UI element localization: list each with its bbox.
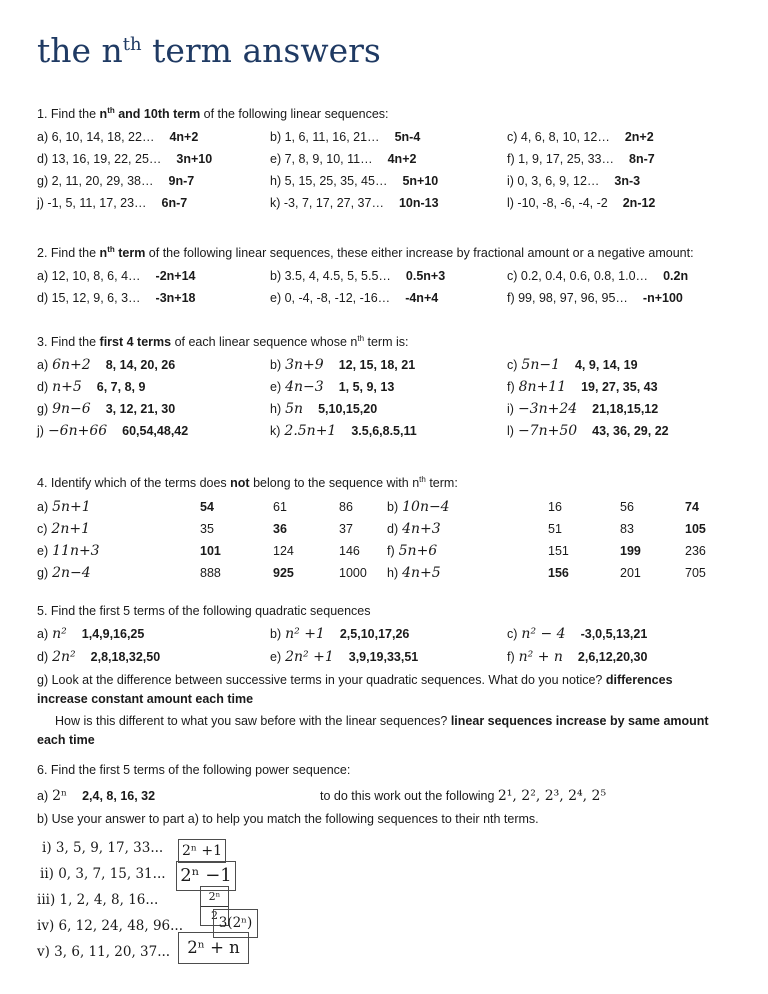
heading-bold: and 10th term [114, 107, 201, 122]
answer-bold: differences [605, 672, 673, 687]
sequence-item [37, 354, 270, 376]
nth-term-box: 2ⁿ +1 [178, 839, 226, 863]
hint-note [320, 784, 606, 808]
sequence-text: e) 0, -4, -8, -12, -16… [270, 291, 391, 306]
sequence-item [387, 540, 548, 562]
sequence-item [270, 126, 507, 148]
sequence-text: l) -10, -8, -6, -4, -2 [507, 196, 608, 211]
item-label: l) [507, 424, 514, 439]
sequence-text: a) 6, 10, 14, 18, 22… [37, 130, 155, 145]
sequence-text: g) 2, 11, 20, 29, 38… [37, 174, 154, 189]
nth-term-box: 2ⁿ −1 [176, 861, 236, 891]
term-value: 56 [620, 499, 634, 514]
term-value: 51 [548, 521, 562, 536]
question-6b [37, 808, 744, 830]
item-label: g) [37, 565, 49, 580]
nth-term-answer: 5n+10 [402, 174, 439, 189]
sequence-item [507, 265, 744, 287]
heading-text: term is: [364, 335, 409, 350]
item-label: c) [507, 358, 518, 373]
heading-text: belong to the sequence with n [249, 476, 420, 491]
terms-answer: 2,5,10,17,26 [339, 626, 410, 641]
question-g [37, 671, 744, 710]
powers-expression: 2¹, 2², 2³, 2⁴, 2⁵ [497, 787, 607, 804]
item-label: e) [270, 380, 282, 395]
nth-expression: 2n+1 [51, 520, 90, 537]
heading-text: 3. Find the [37, 335, 100, 350]
item-label: c) [507, 626, 518, 641]
question-text: g) Look at the difference between successive terms in your quadratic sequences. What do you notice? [37, 672, 606, 687]
sequence-item [270, 420, 507, 442]
term-value: 105 [685, 521, 706, 536]
nth-term-answer: 0.5n+3 [405, 269, 446, 284]
sequence-item [37, 376, 270, 398]
nth-expression: 10n−4 [402, 498, 450, 515]
sequence-item [270, 398, 507, 420]
heading-superscript: th [357, 334, 365, 344]
sequence-item [37, 265, 270, 287]
item-label: i) [507, 402, 514, 417]
nth-term-answer: -3n+18 [155, 291, 196, 306]
heading-bold: n [99, 107, 108, 122]
sequence-item [270, 170, 507, 192]
heading-superscript: th [419, 475, 426, 485]
sequence-text: d) 15, 12, 9, 6, 3… [37, 291, 141, 306]
item-label: f) [507, 649, 515, 664]
term-value: 101 [200, 543, 221, 558]
terms-answer: 2,8,18,32,50 [90, 649, 161, 664]
nth-term-answer: 2n+2 [624, 130, 654, 145]
item-label: a) [37, 499, 49, 514]
nth-term-answer: -n+100 [642, 291, 683, 306]
term-value: 16 [548, 499, 562, 514]
sequence-item [507, 170, 744, 192]
item-label: h) [270, 402, 282, 417]
terms-answer: 60,54,48,42 [122, 424, 189, 439]
nth-expression: 2ⁿ [52, 787, 68, 804]
sequence-item [37, 398, 270, 420]
nth-expression: 3n+9 [285, 357, 324, 374]
term-value: 54 [200, 499, 214, 514]
nth-expression: −7n+50 [517, 423, 578, 440]
sequence-item [37, 148, 270, 170]
match-item: iv) 6, 12, 24, 48, 96... [37, 917, 184, 934]
title-text: term answers [141, 31, 381, 70]
question-text: b) Use your answer to part a) to help you match the following sequences to their nth terms. [37, 811, 539, 826]
term-value: 35 [200, 521, 214, 536]
title-superscript: th [122, 34, 142, 55]
nth-term-box: 3(2ⁿ) [213, 909, 258, 938]
item-label: d) [37, 649, 49, 664]
match-item: i) 3, 5, 9, 17, 33... [42, 839, 164, 856]
sequence-text: j) -1, 5, 11, 17, 23… [37, 196, 147, 211]
sequence-text: h) 5, 15, 25, 35, 45… [270, 174, 388, 189]
sequence-item [507, 398, 744, 420]
sequence-item [37, 518, 200, 540]
terms-answer: 19, 27, 35, 43 [581, 380, 658, 395]
heading-text: of the following linear sequences: [200, 107, 389, 122]
term-value: 37 [339, 521, 353, 536]
sequence-item [507, 287, 744, 309]
nth-term-answer: -4n+4 [405, 291, 439, 306]
title-text: the n [37, 31, 123, 70]
section-5-heading [37, 602, 744, 620]
sequence-text: f) 1, 9, 17, 25, 33… [507, 152, 615, 167]
section-6-heading [37, 761, 744, 779]
page-title [37, 25, 744, 71]
term-value: 146 [339, 543, 360, 558]
terms-answer: 4, 9, 14, 19 [574, 358, 638, 373]
section-5 [37, 602, 744, 751]
nth-expression: 2n−4 [52, 564, 91, 581]
section-6 [37, 761, 744, 975]
sequence-item [270, 646, 507, 669]
sequence-item [37, 496, 200, 518]
terms-answer: 8, 14, 20, 26 [105, 358, 176, 373]
terms-answer: 2,6,12,20,30 [577, 649, 648, 664]
nth-expression: 5n+6 [398, 542, 438, 559]
nth-expression: −3n+24 [517, 401, 578, 418]
nth-term-answer: 4n+2 [169, 130, 199, 145]
nth-expression: 5n [285, 401, 304, 418]
item-label: d) [387, 521, 399, 536]
item-label: h) [387, 565, 399, 580]
heading-text: of the following linear sequences, these either increase by fractional amount or a negative amount: [145, 246, 694, 261]
sequence-text: c) 4, 6, 8, 10, 12… [507, 130, 610, 145]
term-value: 74 [685, 499, 699, 514]
nth-term-answer: 6n-7 [161, 196, 188, 211]
sequence-text: a) 12, 10, 8, 6, 4… [37, 269, 141, 284]
heading-superscript: th [107, 106, 115, 115]
section-2 [37, 241, 744, 309]
nth-expression: 11n+3 [52, 542, 100, 559]
sequence-item [387, 518, 548, 540]
heading-bold: term [114, 246, 146, 261]
terms-answer: 3.5,6,8.5,11 [351, 424, 417, 439]
sequence-item [37, 540, 200, 562]
item-label: b) [270, 358, 282, 373]
item-label: d) [37, 380, 49, 395]
fraction-denominator: 2 [211, 908, 218, 922]
term-value: 36 [273, 521, 287, 536]
sequence-item [37, 287, 270, 309]
match-item: v) 3, 6, 11, 20, 37... [37, 943, 171, 960]
term-value: 199 [620, 543, 641, 558]
term-value: 236 [685, 543, 706, 558]
section-2-grid [37, 265, 744, 309]
section-4-heading [37, 471, 744, 492]
terms-answer: 12, 15, 18, 21 [338, 358, 416, 373]
nth-expression: n² + n [518, 648, 563, 665]
nth-expression: 4n−3 [285, 379, 324, 396]
terms-answer: 2,4, 8, 16, 32 [82, 788, 156, 803]
answer-bold: increase constant amount each time [37, 692, 254, 707]
sequence-text: i) 0, 3, 6, 9, 12… [507, 174, 600, 189]
sequence-item [270, 265, 507, 287]
sequence-item [507, 420, 744, 442]
nth-expression: n² [52, 625, 67, 642]
nth-expression: 2n² +1 [285, 648, 334, 665]
heading-text: 4. Identify which of the terms does [37, 476, 231, 491]
nth-term-answer: 3n+10 [176, 152, 213, 167]
section-3-heading [37, 330, 744, 351]
section-1-grid [37, 126, 744, 214]
heading-text: 1. Find the [37, 107, 100, 122]
nth-term-answer: 0.2n [663, 269, 689, 284]
sequence-item [270, 192, 507, 214]
heading-bold: n [99, 246, 108, 261]
sequence-item [507, 646, 744, 669]
term-value: 201 [620, 565, 641, 580]
terms-answer: 21,18,15,12 [592, 402, 659, 417]
item-label: e) [270, 649, 282, 664]
terms-answer: 3, 12, 21, 30 [105, 402, 176, 417]
nth-term-answer: 9n-7 [168, 174, 195, 189]
nth-term-answer: 8n-7 [629, 152, 655, 167]
section-1 [37, 102, 744, 214]
item-label: f) [387, 543, 395, 558]
nth-expression: n² − 4 [521, 625, 566, 642]
item-label: j) [37, 424, 44, 439]
sequence-text: b) 3.5, 4, 4.5, 5, 5.5… [270, 269, 391, 284]
match-item: iii) 1, 2, 4, 8, 16... [37, 891, 159, 908]
heading-superscript: th [107, 245, 115, 255]
term-value: 61 [273, 499, 287, 514]
match-item: ii) 0, 3, 7, 15, 31... [40, 865, 166, 882]
sequence-text: e) 7, 8, 9, 10, 11… [270, 152, 373, 167]
sequence-text: k) -3, 7, 17, 27, 37… [270, 196, 384, 211]
nth-term-answer: 2n-12 [622, 196, 656, 211]
term-value: 705 [685, 565, 706, 580]
nth-term-answer: -2n+14 [155, 269, 196, 284]
item-label: c) [37, 521, 48, 536]
section-4 [37, 471, 744, 583]
sequence-item [270, 354, 507, 376]
sequence-item [37, 623, 270, 646]
sequence-item [507, 192, 744, 214]
term-value: 888 [200, 565, 221, 580]
sequence-text: c) 0.2, 0.4, 0.6, 0.8, 1.0… [507, 269, 649, 284]
terms-answer: 1,4,9,16,25 [81, 626, 145, 641]
term-value: 1000 [339, 565, 367, 580]
item-label: a) [37, 788, 49, 803]
nth-expression: 6n+2 [52, 357, 91, 374]
term-value: 156 [548, 565, 569, 580]
fraction-numerator: 2ⁿ [201, 887, 228, 907]
heading-text: 2. Find the [37, 246, 100, 261]
sequence-item [37, 170, 270, 192]
nth-term-answer: 10n-13 [398, 196, 439, 211]
sequence-item [270, 623, 507, 646]
nth-expression: 4n+3 [402, 520, 441, 537]
nth-expression: 4n+5 [402, 564, 441, 581]
nth-term-box: 2ⁿ + n [178, 932, 249, 964]
nth-term-answer: 5n-4 [394, 130, 421, 145]
sequence-item [270, 148, 507, 170]
heading-text: of each linear sequence whose n [171, 335, 358, 350]
item-label: a) [37, 358, 49, 373]
terms-answer: 1, 5, 9, 13 [338, 380, 395, 395]
nth-expression: 8n+11 [518, 379, 567, 396]
nth-expression: n² +1 [285, 625, 325, 642]
sequence-item [387, 562, 548, 584]
hint-text: to do this work out the following [320, 788, 498, 803]
term-value: 124 [273, 543, 294, 558]
sequence-item [507, 623, 744, 646]
nth-expression: 2n² [52, 648, 76, 665]
nth-term-answer: 4n+2 [387, 152, 417, 167]
terms-answer: 43, 36, 29, 22 [592, 424, 669, 439]
nth-expression: −6n+66 [47, 423, 108, 440]
sequence-item [507, 354, 744, 376]
sequence-text: b) 1, 6, 11, 16, 21… [270, 130, 380, 145]
sequence-item [507, 126, 744, 148]
heading-bold: first 4 terms [99, 335, 172, 350]
nth-term-answer: 3n-3 [614, 174, 641, 189]
question-6a [37, 784, 744, 808]
sequence-item [507, 148, 744, 170]
nth-expression: 9n−6 [52, 401, 91, 418]
section-2-heading [37, 241, 744, 262]
item-label: f) [507, 380, 515, 395]
terms-answer: 5,10,15,20 [318, 402, 378, 417]
item-label: k) [270, 424, 281, 439]
section-5-grid [37, 623, 744, 669]
section-3 [37, 330, 744, 442]
heading-text: 5. Find the first 5 terms of the following quadratic sequences [37, 603, 371, 618]
sequence-item [387, 496, 548, 518]
sequence-item [37, 562, 200, 584]
sequence-item [507, 376, 744, 398]
item-label: b) [270, 626, 282, 641]
item-label: b) [387, 499, 399, 514]
item-label: g) [37, 402, 49, 417]
section-3-grid [37, 354, 744, 442]
answer-bold: each time [37, 733, 95, 748]
heading-text: term: [425, 476, 458, 491]
terms-answer: 3,9,19,33,51 [348, 649, 419, 664]
matching-area [37, 835, 744, 975]
sequence-item [37, 192, 270, 214]
sequence-text: d) 13, 16, 19, 22, 25… [37, 152, 162, 167]
sequence-item [37, 646, 270, 669]
heading-bold: not [230, 476, 250, 491]
nth-expression: 2.5n+1 [284, 423, 337, 440]
sequence-text: f) 99, 98, 97, 96, 95… [507, 291, 628, 306]
sequence-item [270, 376, 507, 398]
term-value: 925 [273, 565, 294, 580]
term-value: 83 [620, 521, 634, 536]
section-1-heading [37, 102, 744, 123]
nth-expression: 5n+1 [52, 498, 91, 515]
terms-answer: 6, 7, 8, 9 [96, 380, 146, 395]
question-text: How is this different to what you saw before with the linear sequences? [55, 713, 451, 728]
question-h [37, 712, 744, 751]
term-value: 151 [548, 543, 569, 558]
answer-bold: linear sequences increase by same amount [450, 713, 709, 728]
terms-answer: -3,0,5,13,21 [580, 626, 648, 641]
item-label: e) [37, 543, 49, 558]
term-value: 86 [339, 499, 353, 514]
sequence-item [37, 420, 270, 442]
heading-text: 6. Find the first 5 terms of the following power sequence: [37, 762, 351, 777]
nth-expression: 5n−1 [521, 357, 560, 374]
nth-expression: n+5 [52, 379, 82, 396]
item-label: a) [37, 626, 49, 641]
section-4-grid [37, 496, 744, 584]
sequence-item [37, 126, 270, 148]
sequence-item [270, 287, 507, 309]
